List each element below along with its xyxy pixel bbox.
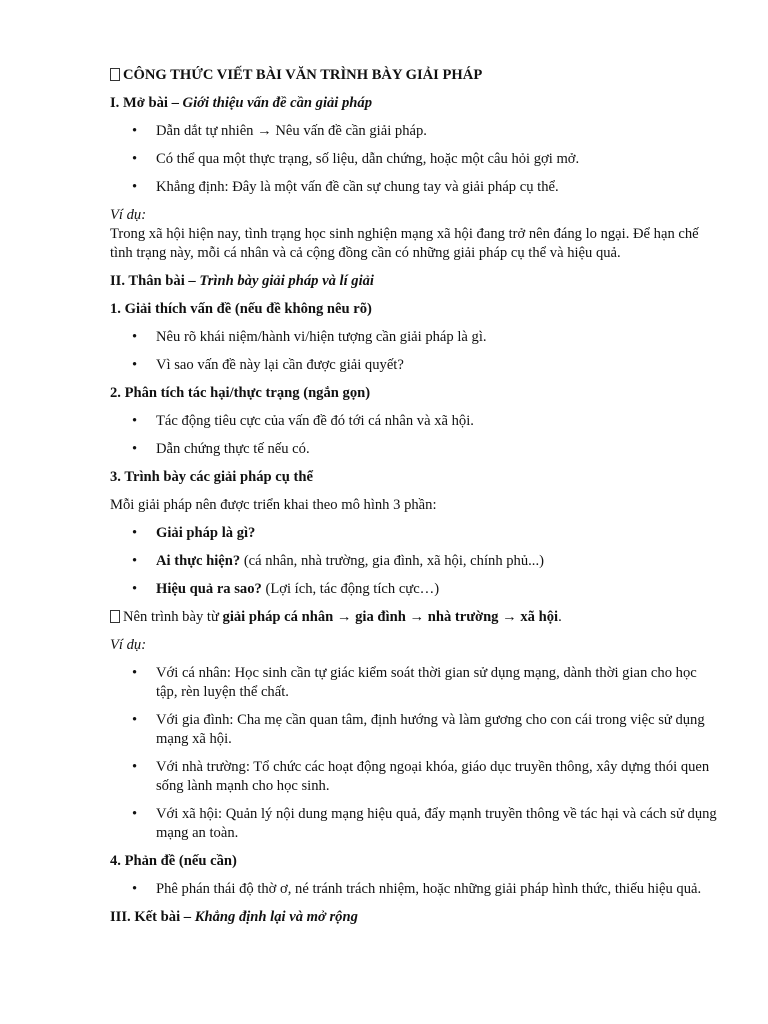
list-item-text: Với gia đình: Cha mẹ cần quan tâm, định hướng và làm gương cho con cái trong việc sử dụng mạng xã hội. — [156, 712, 705, 747]
subsection-heading-4: 4. Phản đề (nếu cần) — [110, 853, 237, 869]
order-suffix: . — [558, 609, 562, 625]
example-label-text: Ví dụ: — [110, 637, 147, 653]
bullet: • — [132, 123, 138, 139]
mo-bai-list — [110, 122, 718, 197]
list-item — [110, 580, 718, 599]
document-title — [110, 66, 718, 85]
heading-prefix: I. Mở bài – — [110, 95, 183, 111]
bullet: • — [132, 151, 138, 167]
title-text: CÔNG THỨC VIẾT BÀI VĂN TRÌNH BÀY GIẢI PHÁP — [123, 67, 483, 83]
list-item — [110, 440, 718, 459]
list-item — [110, 758, 718, 796]
bullet: • — [132, 441, 138, 457]
list-item-text: Với nhà trường: Tổ chức các hoạt động ngoại khóa, giáo dục truyền thông, xây dựng thói quen sống lành mạnh cho học sinh. — [156, 759, 710, 794]
subsection-heading-2: 2. Phân tích tác hại/thực trạng (ngắn gọn) — [110, 385, 371, 401]
list-item — [110, 150, 718, 169]
list-item — [110, 524, 718, 543]
section-heading-ket-bai — [110, 908, 718, 927]
list-item-text: Nêu rõ khái niệm/hành vi/hiện tượng cần giải pháp là gì. — [156, 329, 487, 345]
list-item-bold: Ai thực hiện? — [156, 553, 241, 569]
list-item-text: Vì sao vấn đề này lại cần được giải quyết? — [156, 357, 404, 373]
list-item-rest: (cá nhân, nhà trường, gia đình, xã hội, chính phủ...) — [240, 553, 544, 569]
s4-list — [110, 880, 718, 899]
list-item-text: Dẫn dắt tự nhiên → Nêu vấn đề cần giải pháp. — [156, 123, 427, 139]
s1-list — [110, 328, 718, 375]
list-item-text: Với xã hội: Quản lý nội dung mạng hiệu quả, đẩy mạnh truyền thông về tác hại và cách sử dụng mạng an toàn. — [156, 806, 717, 841]
subsection-heading-1: 1. Giải thích vấn đề (nếu đề không nêu rõ) — [110, 301, 372, 317]
heading-sub: Khẳng định lại và mở rộng — [194, 909, 358, 925]
bullet: • — [132, 881, 138, 897]
bullet: • — [132, 179, 138, 195]
list-item — [110, 805, 718, 843]
list-item — [110, 122, 718, 141]
bullet: • — [132, 581, 138, 597]
list-item-text: Có thể qua một thực trạng, số liệu, dẫn chứng, hoặc một câu hỏi gợi mở. — [156, 151, 580, 167]
list-item-text: Tác động tiêu cực của vấn đề đó tới cá nhân và xã hội. — [156, 413, 474, 429]
order-note — [110, 608, 718, 627]
bullet: • — [132, 329, 138, 345]
list-item-text: Với cá nhân: Học sinh cần tự giác kiểm soát thời gian sử dụng mạng, dành thời gian cho học tập, rèn luyện thể chất. — [156, 665, 697, 700]
missing-glyph-icon — [110, 68, 120, 81]
list-item-text: Phê phán thái độ thờ ơ, né tránh trách nhiệm, hoặc những giải pháp hình thức, thiếu hiệu quả. — [156, 881, 702, 897]
heading-sub: Giới thiệu vấn đề cần giải pháp — [182, 95, 373, 111]
bullet: • — [132, 806, 138, 822]
s2-list — [110, 412, 718, 459]
bullet: • — [132, 665, 138, 681]
example-paragraph: Trong xã hội hiện nay, tình trạng học sinh nghiện mạng xã hội đang trở nên đáng lo ngại. Để hạn chế tình trạng này, mỗi cá nhân và cả cộng đồng cần có những giải pháp cụ thể và hiệu quả. — [110, 226, 699, 261]
section-heading-mo-bai — [110, 94, 718, 113]
heading-prefix: II. Thân bài – — [110, 273, 200, 289]
list-item — [110, 328, 718, 347]
bullet: • — [132, 759, 138, 775]
list-item — [110, 664, 718, 702]
s3-model-list — [110, 524, 718, 599]
bullet: • — [132, 553, 138, 569]
order-bold: giải pháp cá nhân → gia đình → nhà trường → xã hội — [222, 609, 559, 625]
list-item — [110, 552, 718, 571]
list-item — [110, 412, 718, 431]
example-label — [110, 636, 718, 655]
list-item-text: Dẫn chứng thực tế nếu có. — [156, 441, 310, 457]
list-item — [110, 178, 718, 197]
list-item — [110, 880, 718, 899]
order-prefix: Nên trình bày từ — [123, 609, 223, 625]
section-heading-than-bai — [110, 272, 718, 291]
list-item-bold: Hiệu quả ra sao? — [156, 581, 262, 597]
list-item — [110, 356, 718, 375]
list-item-bold: Giải pháp là gì? — [156, 525, 256, 541]
heading-sub: Trình bày giải pháp và lí giải — [199, 273, 374, 289]
list-item-rest: (Lợi ích, tác động tích cực…) — [261, 581, 440, 597]
heading-prefix: III. Kết bài – — [110, 909, 195, 925]
list-item-text: Khẳng định: Đây là một vấn đề cần sự chung tay và giải pháp cụ thể. — [156, 179, 559, 195]
bullet: • — [132, 357, 138, 373]
list-item — [110, 711, 718, 749]
missing-glyph-icon — [110, 610, 120, 623]
bullet: • — [132, 712, 138, 728]
example-label: Ví dụ: — [110, 207, 147, 223]
bullet: • — [132, 413, 138, 429]
s3-intro: Mỗi giải pháp nên được triển khai theo mô hình 3 phần: — [110, 497, 437, 513]
subsection-heading-3: 3. Trình bày các giải pháp cụ thể — [110, 469, 313, 485]
s3-examples-list — [110, 664, 718, 843]
bullet: • — [132, 525, 138, 541]
